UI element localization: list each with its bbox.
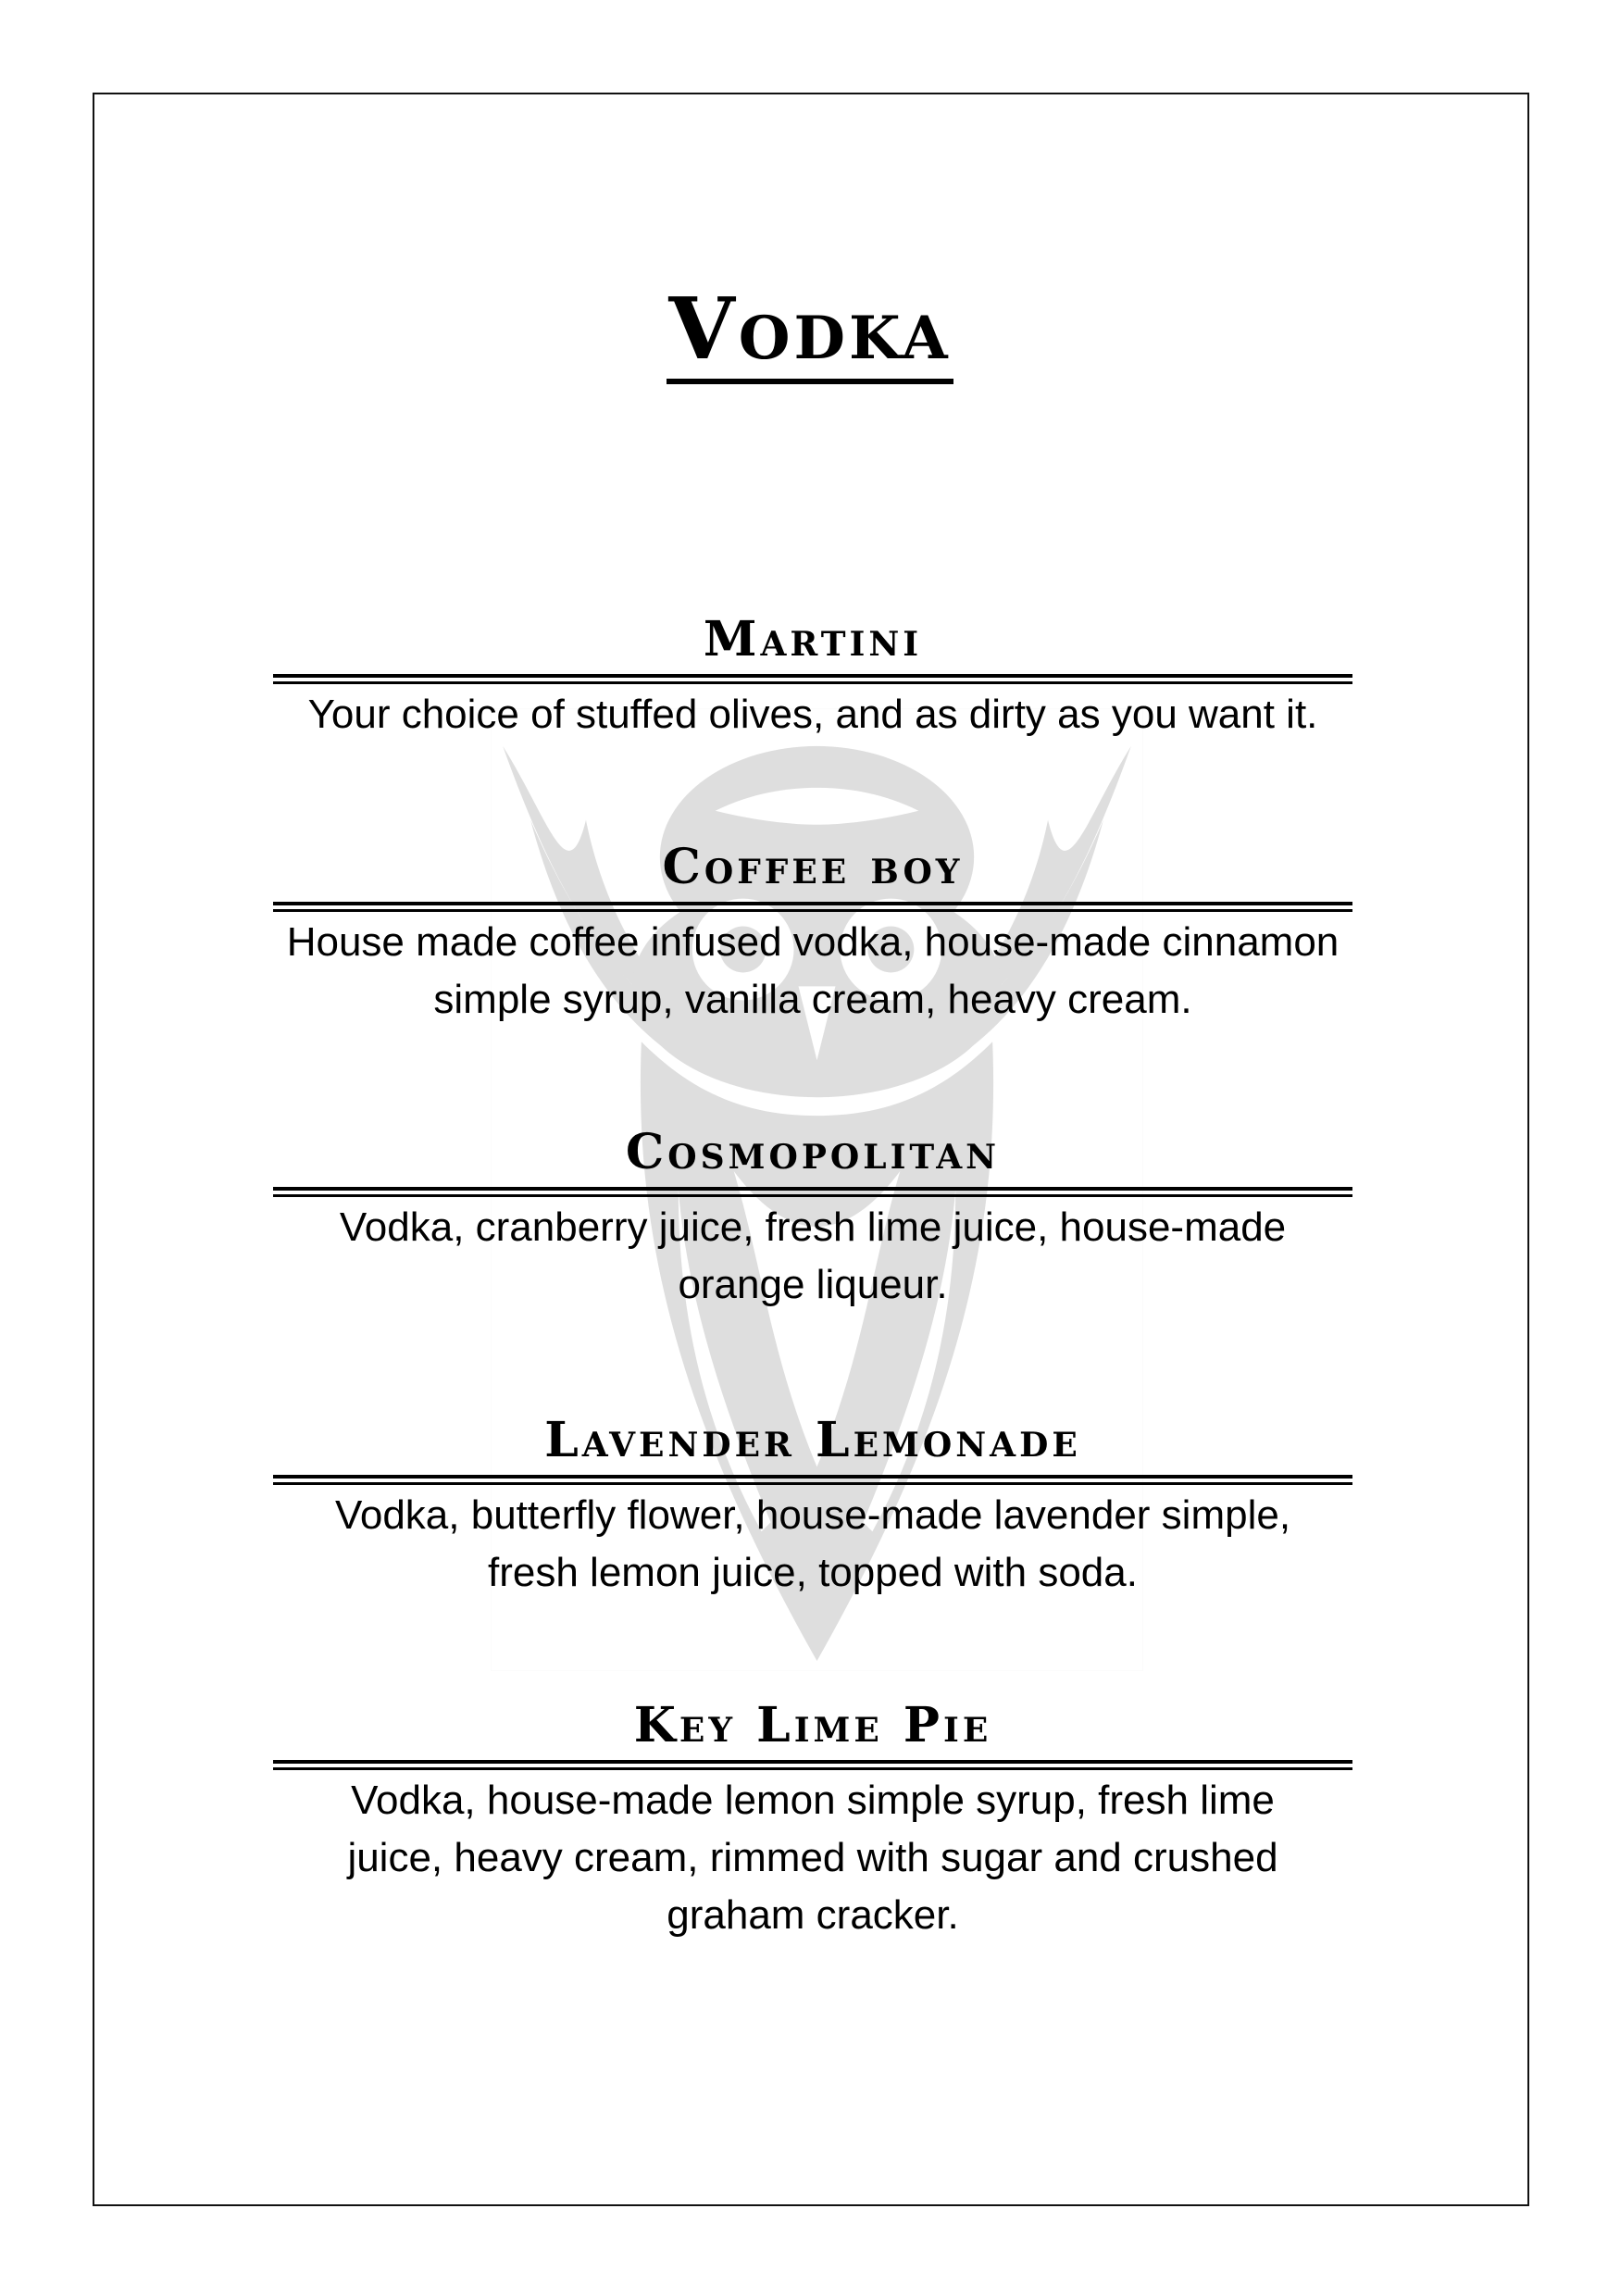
double-rule-divider <box>273 902 1352 912</box>
page-title <box>0 279 1620 384</box>
double-rule-divider <box>273 1475 1352 1485</box>
drink-description: Your choice of stuffed olives, and as dirty as you want it. <box>307 692 1318 737</box>
page-title-text: Vodka <box>667 282 953 384</box>
drink-name: Cosmopolitan <box>625 1124 1001 1180</box>
drink-name: Lavender Lemonade <box>544 1412 1081 1468</box>
drink-description: Vodka, cranberry juice, fresh lime juice, house-made orange liqueur. <box>339 1204 1287 1307</box>
drink-description: House made coffee infused vodka, house-made cinnamon simple syrup, vanilla cream, heavy cream. <box>286 919 1340 1022</box>
double-rule-divider <box>273 1187 1352 1197</box>
drink-name: Martini <box>703 611 923 668</box>
drink-description: Vodka, butterfly flower, house-made lavender simple, fresh lemon juice, topped with soda. <box>334 1492 1291 1595</box>
drink-description: Vodka, house-made lemon simple syrup, fresh lime juice, heavy cream, rimmed with sugar and crushed graham cracker. <box>347 1778 1278 1938</box>
double-rule-divider <box>273 674 1352 684</box>
drink-martini <box>273 611 1352 743</box>
drink-name: Key Lime Pie <box>633 1697 992 1753</box>
drink-lavender-lemonade <box>273 1412 1352 1602</box>
drink-coffee-boy <box>273 839 1352 1029</box>
drink-cosmopolitan <box>273 1124 1352 1314</box>
drink-name: Coffee boy <box>662 839 964 895</box>
drink-key-lime-pie <box>273 1697 1352 1944</box>
double-rule-divider <box>273 1760 1352 1770</box>
